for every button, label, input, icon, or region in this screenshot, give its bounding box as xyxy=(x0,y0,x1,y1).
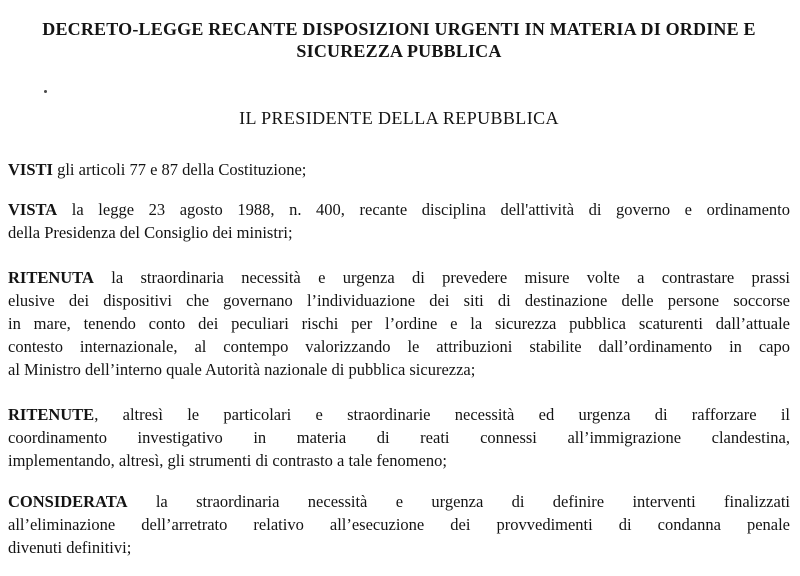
paragraph-line: al Ministro dell’interno quale Autorità nazionale di pubblica sicurezza; xyxy=(8,360,476,379)
paragraph-line: elusive dei dispositivi che governano l’individuazione dei siti di destinazione delle persone soccorse xyxy=(8,291,790,310)
paragraph-lead: VISTI xyxy=(8,160,53,179)
paragraph-line: contesto internazionale, al contempo valorizzando le attribuzioni stabilite dall’ordinamento in capo xyxy=(8,337,790,356)
paragraph-line: coordinamento investigativo in materia di reati connessi all’immigrazione clandestina, xyxy=(8,428,790,447)
scan-artifact-dot xyxy=(44,90,47,93)
paragraph-lead: RITENUTE xyxy=(8,405,95,424)
paragraph-line xyxy=(8,490,790,513)
paragraph-line xyxy=(8,158,790,181)
paragraph-lead: CONSIDERATA xyxy=(8,492,128,511)
paragraph-ritenuta xyxy=(8,266,790,381)
paragraph-visti xyxy=(8,158,790,181)
paragraph-line-text: , altresì le particolari e straordinarie necessità ed urgenza di rafforzare il xyxy=(94,405,790,424)
paragraph-lead: RITENUTA xyxy=(8,268,94,287)
paragraph-line: implementando, altresì, gli strumenti di contrasto a tale fenomeno; xyxy=(8,451,447,470)
paragraph-ritenute xyxy=(8,403,790,472)
presidente-heading: IL PRESIDENTE DELLA REPUBBLICA xyxy=(239,108,559,128)
paragraph-line: in mare, tenendo conto dei peculiari rischi per l’ordine e la sicurezza pubblica scaturenti dall’attuale xyxy=(8,314,790,333)
document-title-line-1: DECRETO-LEGGE RECANTE DISPOSIZIONI URGENTI IN MATERIA DI ORDINE E xyxy=(42,19,756,39)
paragraph-line xyxy=(8,198,790,221)
document-title xyxy=(8,18,790,62)
paragraph-line-text: gli articoli 77 e 87 della Costituzione; xyxy=(52,160,307,179)
document-title-line-2: SICUREZZA PUBBLICA xyxy=(296,41,502,61)
paragraph-considerata xyxy=(8,490,790,559)
paragraph-line-text: la legge 23 agosto 1988, n. 400, recante disciplina dell'attività di governo e ordinamento xyxy=(57,200,790,219)
paragraph-line-text: la straordinaria necessità e urgenza di definire interventi finalizzati xyxy=(127,492,790,511)
paragraph-vista xyxy=(8,198,790,244)
paragraph-line: divenuti definitivi; xyxy=(8,538,132,557)
paragraph-line: della Presidenza del Consiglio dei ministri; xyxy=(8,223,293,242)
paragraph-line xyxy=(8,403,790,426)
paragraph-line: all’eliminazione dell’arretrato relativo all’esecuzione dei provvedimenti di condanna penale xyxy=(8,515,790,534)
paragraph-line-text: la straordinaria necessità e urgenza di prevedere misure volte a contrastare prassi xyxy=(93,268,790,287)
paragraph-lead: VISTA xyxy=(8,200,58,219)
paragraph-line xyxy=(8,266,790,289)
